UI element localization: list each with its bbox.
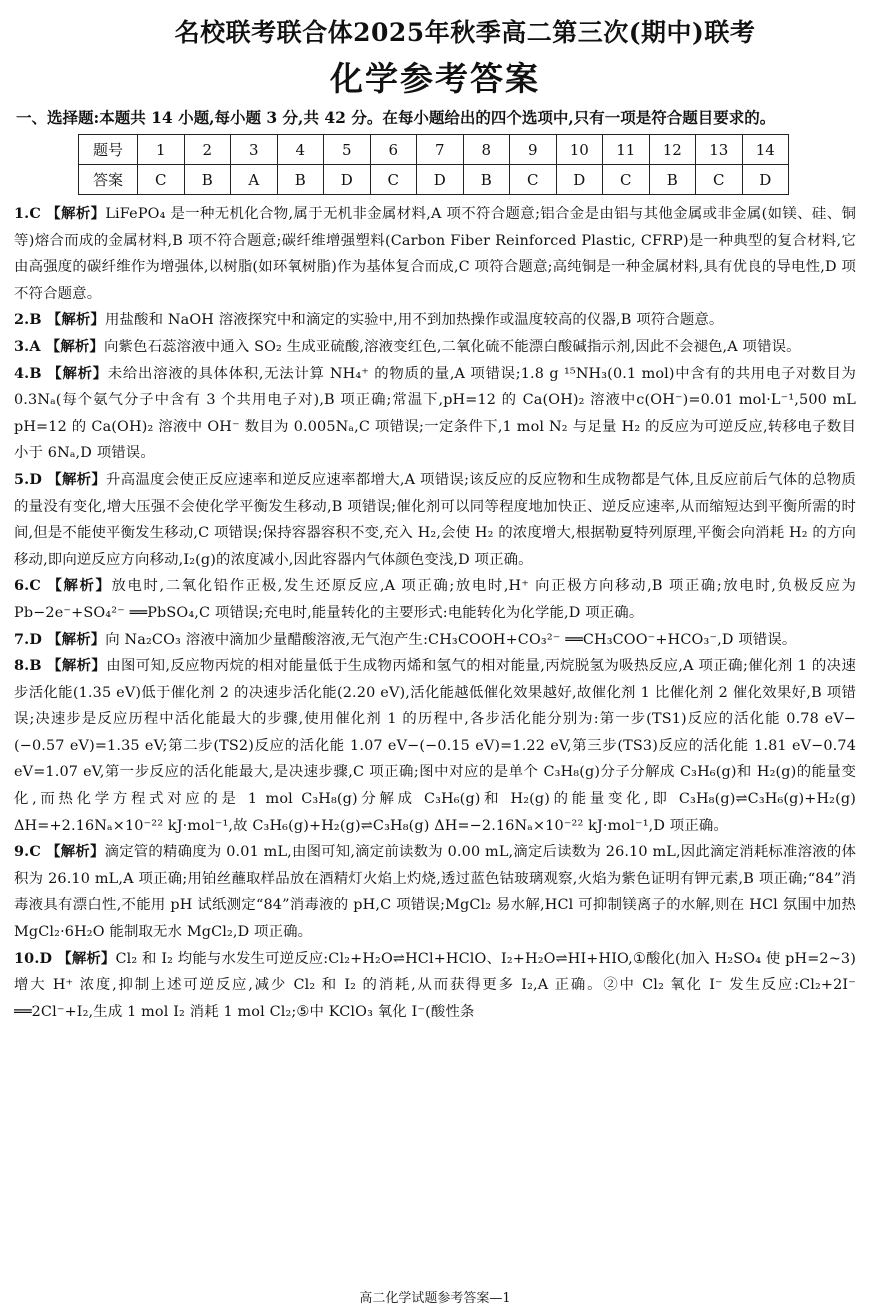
explanation-text: 向紫色石蕊溶液中通入 SO₂ 生成亚硫酸,溶液变红色,二氧化硫不能漂白酸碱指示剂,因此不会褪色,A 项错误。 [103,338,801,355]
answer-cell: A [231,165,278,195]
answer-key-answer-row [79,165,789,195]
explanations [14,201,856,1025]
answer-cell: D [742,165,789,195]
explanation-text: 未给出溶液的具体体积,无法计算 NH₄⁺ 的物质的量,A 项错误;1.8 g ¹⁵NH₃(0.1 mol)中含有的共用电子对数目为 0.3Nₐ(每个氨气分子中含有 3 个共用电子对),B 项正确;常温下,pH=12 的 Ca(OH)₂ 溶液中c(OH⁻)=0.01 mol·L⁻¹,500 mL pH=12 的 Ca(OH)₂ 溶液中 OH⁻ 数目为 0.005Nₐ,C 项错误;一定条件下,1 mol N₂ 与足量 H₂ 的反应为可逆反应,转移电子数目小于 6Nₐ,D 项错误。 [14,365,856,462]
answer-cell: C [138,165,185,195]
explanation-text: LiFePO₄ 是一种无机化合物,属于无机非金属材料,A 项不符合题意;铝合金是由铝与其他金属或非金属(如镁、硅、铜等)熔合而成的金属材料,B 项不符合题意;碳纤维增强塑料(Carbon Fiber Reinforced Plastic, CFRP)是一种典型的复合材料,它由高强度的碳纤维作为增强体,以树脂(如环氧树脂)作为基体复合而成,C 项符合题意;高纯铜是一种金属材料,具有优良的导电性,D 项不符合题意。 [14,206,856,302]
explanation-q8 [14,653,856,839]
answer-cell: D [417,165,464,195]
question-number-cell: 4 [277,135,324,165]
explanation-q7 [14,627,856,654]
explanation-q6 [14,573,856,626]
explanation-q1 [14,201,856,307]
explanation-head: 2.B 【解析】 [14,311,105,329]
answer-cell: B [184,165,231,195]
question-number-cell: 7 [417,135,464,165]
answer-cell: C [510,165,557,195]
answer-cell: D [324,165,371,195]
answer-key-table [78,134,789,195]
explanation-text: 向 Na₂CO₃ 溶液中滴加少量醋酸溶液,无气泡产生:CH₃COOH+CO₃²⁻ ══CH₃COO⁻+HCO₃⁻,D 项错误。 [105,631,797,648]
page-footer: 高二化学试题参考答案—1 [359,1291,511,1306]
explanation-q2 [14,307,856,334]
explanation-text: 由图可知,反应物丙烷的相对能量低于生成物丙烯和氢气的相对能量,丙烷脱氢为吸热反应,A 项正确;催化剂 1 的决速步活化能(1.35 eV)低于催化剂 2 的决速步活化能(2.20 eV),活化能越低催化效果越好,故催化剂 1 比催化剂 2 催化效果好,B 项错误;决速步是反应历程中活化能最大的步骤,使用催化剂 1 的历程中,各步活化能分别为:第一步(TS1)反应的活化能 0.78 eV−(−0.57 eV)=1.35 eV;第二步(TS2)反应的活化能 1.07 eV−(−0.15 eV)=1.22 eV,第三步(TS3)反应的活化能 1.81 eV−0.74 eV=1.07 eV,第一步反应的活化能最大,是决速步骤,C 项正确;图中对应的是单个 C₃H₈(g)分子分解成 C₃H₆(g)和 H₂(g)的能量变化,而热化学方程式对应的是 1 mol C₃H₈(g)分解成 C₃H₆(g)和 H₂(g)的能量变化,即 C₃H₈(g)⇌C₃H₆(g)+H₂(g) ΔH=+2.16Nₐ×10⁻²² kJ·mol⁻¹,故 C₃H₆(g)+H₂(g)⇌C₃H₈(g) ΔH=−2.16Nₐ×10⁻²² kJ·mol⁻¹,D 项正确。 [14,658,856,834]
explanation-head: 5.D 【解析】 [14,470,107,488]
question-number-cell: 8 [463,135,510,165]
question-number-cell: 6 [370,135,417,165]
question-number-cell: 5 [324,135,371,165]
explanation-head: 7.D 【解析】 [14,630,106,648]
explanation-q4 [14,361,856,467]
explanation-head: 1.C 【解析】 [14,205,106,222]
explanation-q10 [14,946,856,1026]
exam-title: 名校联考联合体2025年秋季高二第三次(期中)联考 [174,18,756,47]
row-label-number: 题号 [79,135,138,165]
question-number-cell: 14 [742,135,789,165]
explanation-head: 8.B 【解析】 [14,657,107,675]
explanation-q3 [14,334,856,361]
question-number-cell: 1 [138,135,185,165]
answer-key-number-row [79,135,789,165]
explanation-text: 用盐酸和 NaOH 溶液探究中和滴定的实验中,用不到加热操作或温度较高的仪器,B 项符合题意。 [104,312,724,329]
answer-cell: B [463,165,510,195]
answer-cell: B [649,165,696,195]
explanation-head: 4.B 【解析】 [14,364,108,382]
explanation-q9 [14,839,856,945]
question-number-cell: 3 [231,135,278,165]
explanation-text: Cl₂ 和 I₂ 均能与水发生可逆反应:Cl₂+H₂O⇌HCl+HClO、I₂+H₂O⇌HI+HIO,①酸化(加入 H₂SO₄ 使 pH=2~3)增大 H⁺ 浓度,抑制上述可逆反应,减少 Cl₂ 和 I₂ 的消耗,从而获得更多 I₂,A 正确。②中 Cl₂ 氧化 I⁻ 发生反应:Cl₂+2I⁻ ══2Cl⁻+I₂,生成 1 mol I₂ 消耗 1 mol Cl₂;⑤中 KClO₃ 氧化 I⁻(酸性条 [14,950,856,1020]
section-heading: 一、选择题:本题共 14 小题,每小题 3 分,共 42 分。在每小题给出的四个选项中,只有一项是符合题目要求的。 [16,108,776,127]
answer-cell: C [370,165,417,195]
answer-cell: D [556,165,603,195]
explanation-head: 9.C 【解析】 [14,843,105,861]
explanation-q5 [14,467,856,573]
explanation-text: 放电时,二氧化铅作正极,发生还原反应,A 项正确;放电时,H⁺ 向正极方向移动,B 项正确;放电时,负极反应为 Pb−2e⁻+SO₄²⁻ ══PbSO₄,C 项错误;充电时,能量转化的主要形式:电能转化为化学能,D 项正确。 [14,578,856,621]
explanation-head: 10.D 【解析】 [14,949,116,967]
question-number-cell: 10 [556,135,603,165]
question-number-cell: 2 [184,135,231,165]
question-number-cell: 11 [603,135,650,165]
row-label-answer: 答案 [79,165,138,195]
explanation-text: 升高温度会使正反应速率和逆反应速率都增大,A 项错误;该反应的反应物和生成物都是气体,且反应前后气体的总物质的量没有变化,增大压强不会使化学平衡发生移动,B 项错误;催化剂可以同等程度地加快正、逆反应速率,从而缩短达到平衡所需的时间,但是不能使平衡发生移动,C 项错误;保持容器容积不变,充入 H₂,会使 H₂ 的浓度增大,根据勒夏特列原理,平衡会向消耗 H₂ 的方向移动,即向逆反应方向移动,I₂(g)的浓度减小,因此容器内气体颜色变浅,D 项正确。 [14,471,856,568]
explanation-head: 3.A 【解析】 [14,337,104,355]
explanation-head: 6.C 【解析】 [14,577,112,595]
explanation-text: 滴定管的精确度为 0.01 mL,由图可知,滴定前读数为 0.00 mL,滴定后读数为 26.10 mL,因此滴定消耗标准溶液的体积为 26.10 mL,A 项正确;用铂丝蘸取样品放在酒精灯火焰上灼烧,透过蓝色钴玻璃观察,火焰为紫色证明有钾元素,B 项正确;“84”消毒液具有漂白性,不能用 pH 试纸测定“84”消毒液的 pH,C 项错误;MgCl₂ 易水解,HCl 可抑制镁离子的水解,则在 HCl 氛围中加热 MgCl₂·6H₂O 能制取无水 MgCl₂,D 项正确。 [14,844,857,941]
question-number-cell: 12 [649,135,696,165]
answer-cell: C [696,165,743,195]
answer-title: 化学参考答案 [330,59,540,98]
answer-cell: C [603,165,650,195]
answer-cell: B [277,165,324,195]
question-number-cell: 13 [696,135,743,165]
question-number-cell: 9 [510,135,557,165]
